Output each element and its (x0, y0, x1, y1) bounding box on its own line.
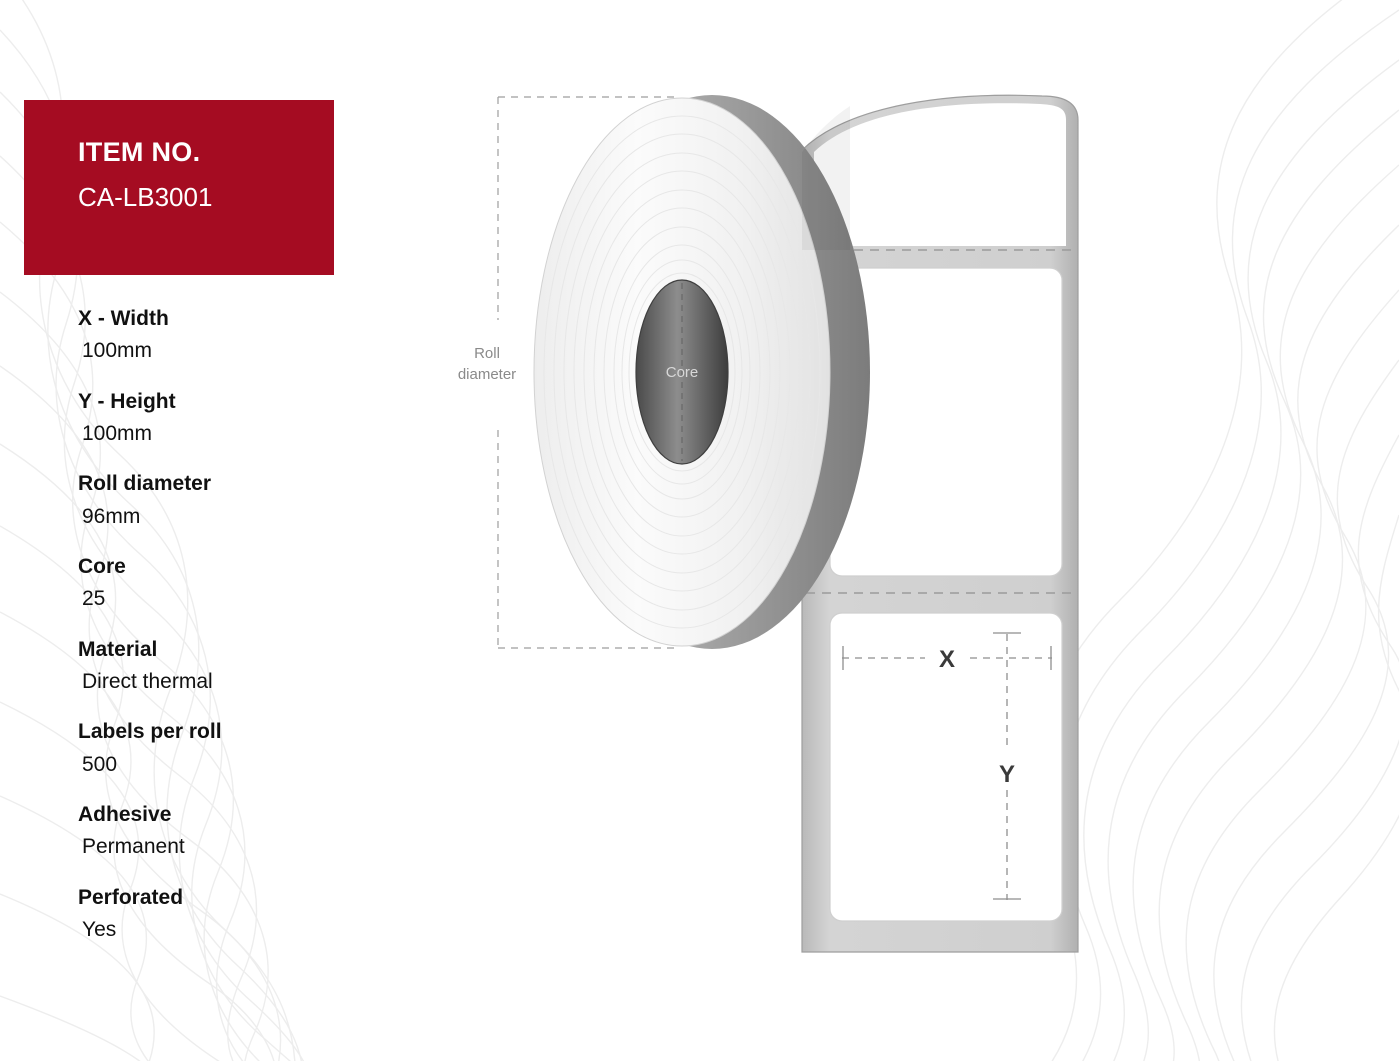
spec-row-adhesive (78, 801, 408, 862)
spec-label-perforated: Perforated (78, 885, 184, 909)
roll-strip-shadow (802, 106, 850, 250)
spec-row-perforated (78, 884, 408, 945)
spec-label-height: Y - Height (78, 389, 176, 413)
spec-row-core (78, 553, 408, 614)
roll-diameter-label-line2: diameter (457, 366, 517, 383)
spec-label-roll-diameter: Roll diameter (78, 472, 212, 496)
spec-value-material: Direct thermal (82, 670, 213, 694)
label-roll-illustration (430, 0, 1399, 1061)
spec-label-adhesive: Adhesive (78, 803, 172, 827)
y-dimension-label: Y (998, 761, 1016, 788)
spec-label-core: Core (78, 555, 126, 579)
spec-row-material (78, 636, 408, 697)
spec-row-roll-diameter (78, 470, 408, 531)
core-label: Core (665, 364, 699, 381)
spec-label-material: Material (78, 637, 158, 661)
spec-value-labels-per-roll: 500 (82, 752, 118, 776)
spec-value-adhesive: Permanent (82, 835, 185, 859)
item-number-badge (24, 100, 334, 275)
item-number-label: ITEM NO. (78, 137, 201, 167)
specification-panel (0, 0, 430, 1061)
spec-value-perforated: Yes (82, 918, 117, 942)
x-dimension-label: X (938, 646, 956, 673)
spec-row-height (78, 388, 408, 449)
spec-list (78, 305, 408, 967)
spec-row-labels-per-roll (78, 718, 408, 779)
spec-row-width (78, 305, 408, 366)
item-number-value: CA-LB3001 (78, 182, 213, 213)
roll-diameter-label-line1: Roll (474, 345, 500, 362)
spec-value-height: 100mm (82, 422, 153, 446)
spec-value-core: 25 (82, 587, 106, 611)
spec-label-labels-per-roll: Labels per roll (78, 720, 222, 744)
spec-label-width: X - Width (78, 307, 169, 330)
spec-value-roll-diameter: 96mm (82, 504, 141, 528)
spec-value-width: 100mm (82, 339, 153, 363)
